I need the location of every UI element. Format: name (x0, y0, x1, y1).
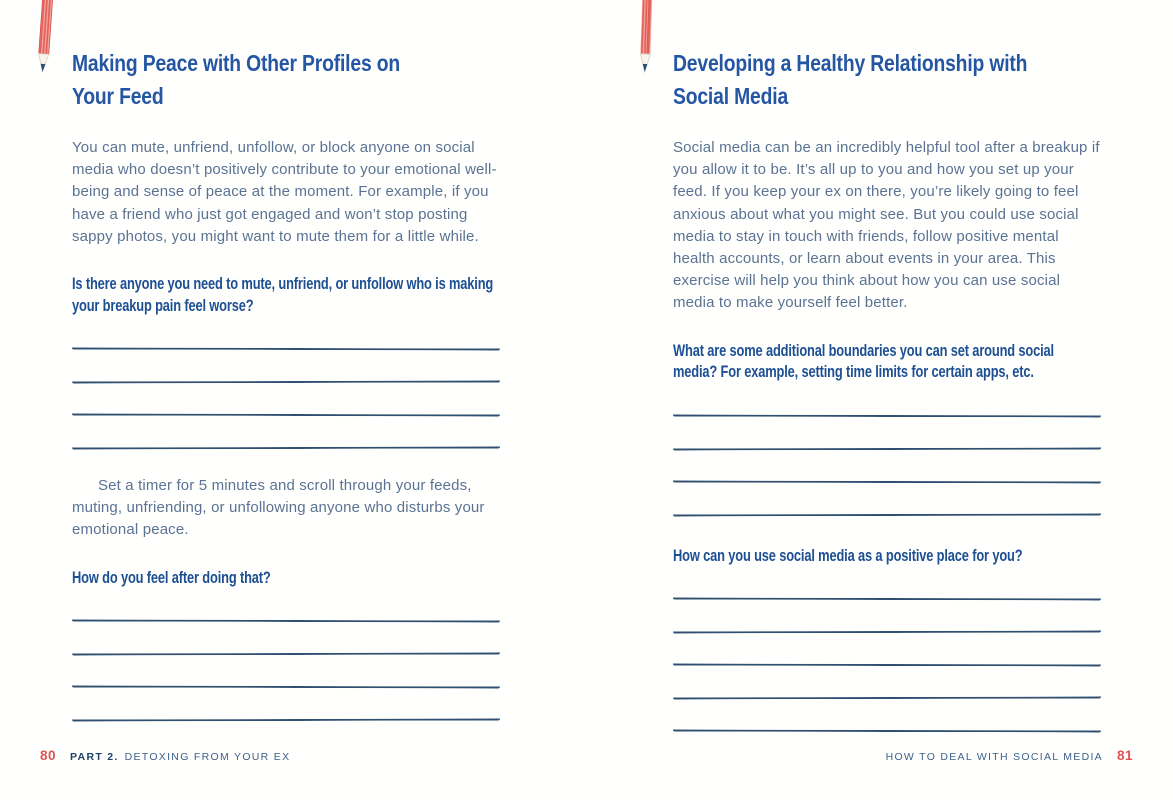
page-title (673, 47, 1101, 113)
pencil-icon (636, 0, 657, 76)
writing-line (72, 317, 500, 351)
answer-lines-q2 (72, 589, 500, 721)
answer-lines-q1 (72, 317, 500, 449)
intro-paragraph: Social media can be an incredibly helpful tool after a breakup if you allow it to be. It’s all up to you and how you set up your feed. If you keep your ex on there, you’re likely going to feel anxious about what you might see. But you could use social media to stay in touch with friends, follow positive mental health accounts, or learn about events in your area. This exercise will help you think about how you can use social media to make yourself feel better. (673, 139, 1100, 312)
writing-line (72, 655, 500, 689)
writing-line (673, 600, 1101, 634)
writing-line (72, 383, 500, 417)
writing-line (673, 633, 1101, 667)
answer-lines-q1 (673, 384, 1101, 516)
page-number: 80 (40, 748, 57, 763)
page-title-line2: Social Media (673, 83, 789, 109)
writing-line (673, 666, 1101, 700)
intro-paragraph: You can mute, unfriend, unfollow, or block anyone on social media who doesn’t positively contribute to your emotional well-being and sense of peace at the moment. For example, if you have a friend who just got engaged and won’t stop posting sappy photos, you might want to mute them for a little while. (72, 139, 497, 245)
writing-line (673, 567, 1101, 601)
writing-line (72, 350, 500, 384)
page-right (673, 0, 1101, 732)
question-2: How can you use social media as a positive place for you? (673, 546, 1023, 565)
footer-right (886, 748, 1133, 763)
page-title-line1: Developing a Healthy Relationship with (673, 50, 1028, 76)
writing-line (72, 416, 500, 450)
page-title-line1: Making Peace with Other Profiles on (72, 50, 401, 76)
question-2: How do you feel after doing that? (72, 568, 271, 587)
writing-line (673, 383, 1101, 417)
writing-line (673, 449, 1101, 483)
exercise-paragraph: Set a timer for 5 minutes and scroll through your feeds, muting, unfriending, or unfollowing anyone who disturbs your emotional peace. (72, 477, 485, 539)
page-title-line2: Your Feed (72, 83, 164, 109)
page-title (72, 47, 500, 113)
part-label: PART 2. (70, 751, 119, 763)
footer-left (40, 748, 290, 763)
writing-line (673, 482, 1101, 516)
chapter-title: HOW TO DEAL WITH SOCIAL MEDIA (885, 751, 1103, 763)
pencil-icon (33, 0, 57, 77)
question-1: Is there anyone you need to mute, unfriend, or unfollow who is making your breakup pain feel worse? (72, 275, 494, 315)
footer-label (70, 751, 290, 763)
writing-line (72, 688, 500, 722)
page-number: 81 (1116, 748, 1133, 763)
writing-line (72, 589, 500, 623)
writing-line (673, 699, 1101, 733)
writing-line (673, 416, 1101, 450)
question-1: What are some additional boundaries you can set around social media? For example, setting time limits for certain apps, etc. (673, 341, 1054, 382)
writing-line (72, 622, 500, 656)
answer-lines-q2 (673, 567, 1101, 732)
section-title: DETOXING FROM YOUR EX (124, 751, 291, 763)
page-left (72, 0, 500, 721)
